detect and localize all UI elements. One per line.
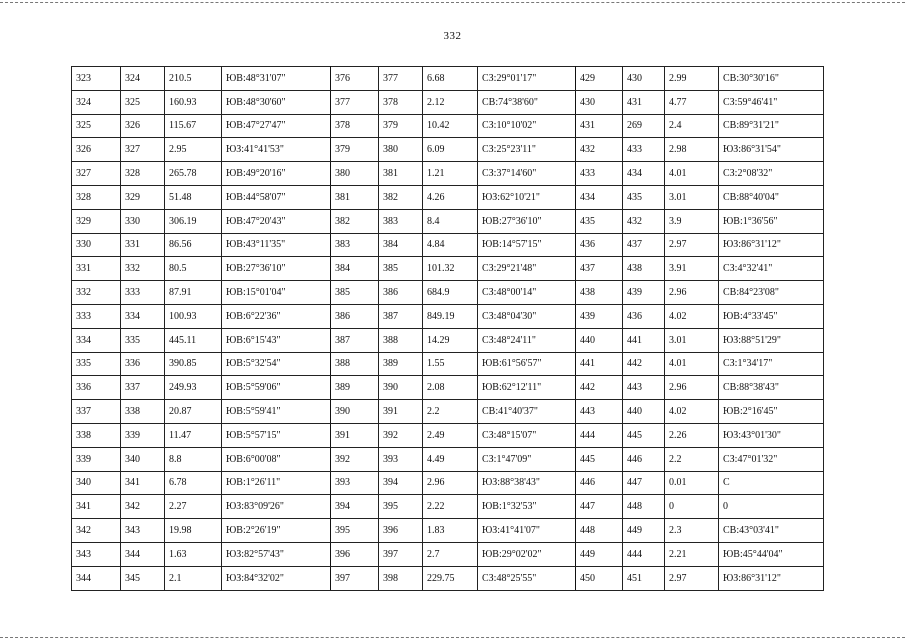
cell-bearing: СВ:88°40'04" (719, 185, 824, 209)
survey-table (71, 66, 824, 591)
cell-from-point: 385 (331, 281, 379, 305)
cell-from-point: 326 (72, 138, 121, 162)
cell-bearing: ЮЗ:88°38'43" (478, 471, 576, 495)
cell-to-point: 448 (623, 495, 665, 519)
cell-to-point: 324 (121, 67, 165, 91)
cell-bearing: СЗ:4°32'41" (719, 257, 824, 281)
cell-distance: 3.01 (665, 328, 719, 352)
cell-bearing: ЮВ:29°02'02" (478, 542, 576, 566)
cell-bearing: С (719, 471, 824, 495)
table-row (72, 281, 824, 305)
cell-from-point: 433 (576, 162, 623, 186)
cell-bearing: СВ:89°31'21" (719, 114, 824, 138)
cell-distance: 80.5 (165, 257, 222, 281)
cell-distance: 8.8 (165, 447, 222, 471)
cell-to-point: 344 (121, 542, 165, 566)
cell-from-point: 390 (331, 400, 379, 424)
cell-bearing: ЮЗ:43°01'30" (719, 423, 824, 447)
scan-bottom-edge (0, 637, 905, 638)
cell-from-point: 333 (72, 304, 121, 328)
cell-from-point: 442 (576, 376, 623, 400)
cell-from-point: 334 (72, 328, 121, 352)
cell-to-point: 338 (121, 400, 165, 424)
cell-distance: 2.97 (665, 566, 719, 590)
cell-bearing: ЮЗ:83°09'26" (222, 495, 331, 519)
cell-distance: 10.42 (423, 114, 478, 138)
cell-from-point: 378 (331, 114, 379, 138)
cell-distance: 2.2 (665, 447, 719, 471)
table-row (72, 114, 824, 138)
cell-to-point: 381 (379, 162, 423, 186)
cell-distance: 1.55 (423, 352, 478, 376)
cell-distance: 3.91 (665, 257, 719, 281)
cell-bearing: ЮВ:44°58'07" (222, 185, 331, 209)
cell-from-point: 434 (576, 185, 623, 209)
cell-from-point: 384 (331, 257, 379, 281)
cell-to-point: 443 (623, 376, 665, 400)
cell-distance: 2.4 (665, 114, 719, 138)
cell-from-point: 439 (576, 304, 623, 328)
cell-from-point: 436 (576, 233, 623, 257)
cell-distance: 3.01 (665, 185, 719, 209)
table-row (72, 233, 824, 257)
cell-distance: 4.77 (665, 90, 719, 114)
cell-from-point: 387 (331, 328, 379, 352)
cell-bearing: ЮВ:5°32'54" (222, 352, 331, 376)
cell-distance: 210.5 (165, 67, 222, 91)
cell-distance: 684.9 (423, 281, 478, 305)
cell-bearing: СЗ:2°08'32" (719, 162, 824, 186)
cell-from-point: 343 (72, 542, 121, 566)
cell-to-point: 451 (623, 566, 665, 590)
cell-from-point: 328 (72, 185, 121, 209)
cell-distance: 4.01 (665, 352, 719, 376)
cell-to-point: 446 (623, 447, 665, 471)
cell-to-point: 389 (379, 352, 423, 376)
cell-bearing: ЮВ:4°33'45" (719, 304, 824, 328)
cell-distance: 2.2 (423, 400, 478, 424)
cell-bearing: 0 (719, 495, 824, 519)
cell-to-point: 328 (121, 162, 165, 186)
cell-distance: 2.96 (423, 471, 478, 495)
cell-to-point: 390 (379, 376, 423, 400)
cell-to-point: 395 (379, 495, 423, 519)
cell-distance: 101.32 (423, 257, 478, 281)
cell-from-point: 339 (72, 447, 121, 471)
cell-to-point: 444 (623, 542, 665, 566)
table-row (72, 162, 824, 186)
cell-bearing: ЮВ:5°57'15" (222, 423, 331, 447)
cell-bearing: ЮВ:62°12'11" (478, 376, 576, 400)
table-row (72, 67, 824, 91)
table-row (72, 471, 824, 495)
cell-distance: 2.97 (665, 233, 719, 257)
cell-to-point: 340 (121, 447, 165, 471)
cell-from-point: 377 (331, 90, 379, 114)
cell-to-point: 333 (121, 281, 165, 305)
cell-to-point: 342 (121, 495, 165, 519)
cell-to-point: 385 (379, 257, 423, 281)
scan-top-edge (0, 2, 905, 3)
cell-distance: 160.93 (165, 90, 222, 114)
cell-from-point: 335 (72, 352, 121, 376)
cell-bearing: СЗ:48°00'14" (478, 281, 576, 305)
cell-to-point: 441 (623, 328, 665, 352)
cell-from-point: 380 (331, 162, 379, 186)
cell-bearing: СВ:84°23'08" (719, 281, 824, 305)
cell-distance: 4.02 (665, 400, 719, 424)
cell-bearing: ЮВ:45°44'04" (719, 542, 824, 566)
cell-bearing: ЮВ:1°36'56" (719, 209, 824, 233)
cell-bearing: СВ:43°03'41" (719, 519, 824, 543)
cell-distance: 1.21 (423, 162, 478, 186)
cell-from-point: 448 (576, 519, 623, 543)
cell-to-point: 327 (121, 138, 165, 162)
cell-to-point: 440 (623, 400, 665, 424)
table-row (72, 566, 824, 590)
table-row (72, 90, 824, 114)
cell-bearing: ЮВ:27°36'10" (478, 209, 576, 233)
table-row (72, 423, 824, 447)
cell-distance: 445.11 (165, 328, 222, 352)
table-row (72, 352, 824, 376)
cell-from-point: 327 (72, 162, 121, 186)
cell-to-point: 434 (623, 162, 665, 186)
cell-to-point: 433 (623, 138, 665, 162)
cell-bearing: СЗ:48°24'11" (478, 328, 576, 352)
cell-distance: 100.93 (165, 304, 222, 328)
cell-from-point: 337 (72, 400, 121, 424)
cell-bearing: СВ:30°30'16" (719, 67, 824, 91)
cell-distance: 6.78 (165, 471, 222, 495)
table-row (72, 138, 824, 162)
table-row (72, 185, 824, 209)
cell-from-point: 388 (331, 352, 379, 376)
cell-bearing: ЮЗ:41°41'53" (222, 138, 331, 162)
cell-bearing: ЮЗ:82°57'43" (222, 542, 331, 566)
cell-to-point: 269 (623, 114, 665, 138)
cell-distance: 11.47 (165, 423, 222, 447)
cell-bearing: ЮВ:48°31'07" (222, 67, 331, 91)
table-row (72, 257, 824, 281)
cell-from-point: 443 (576, 400, 623, 424)
cell-to-point: 343 (121, 519, 165, 543)
cell-distance: 8.4 (423, 209, 478, 233)
cell-distance: 2.21 (665, 542, 719, 566)
cell-from-point: 379 (331, 138, 379, 162)
cell-distance: 306.19 (165, 209, 222, 233)
cell-bearing: ЮВ:61°56'57" (478, 352, 576, 376)
cell-bearing: ЮВ:2°16'45" (719, 400, 824, 424)
table-row (72, 519, 824, 543)
cell-to-point: 393 (379, 447, 423, 471)
cell-distance: 0 (665, 495, 719, 519)
cell-bearing: СВ:41°40'37" (478, 400, 576, 424)
cell-distance: 19.98 (165, 519, 222, 543)
cell-to-point: 445 (623, 423, 665, 447)
cell-distance: 6.09 (423, 138, 478, 162)
cell-to-point: 331 (121, 233, 165, 257)
cell-bearing: ЮЗ:86°31'12" (719, 233, 824, 257)
cell-distance: 2.08 (423, 376, 478, 400)
cell-bearing: ЮВ:49°20'16" (222, 162, 331, 186)
cell-distance: 4.02 (665, 304, 719, 328)
cell-to-point: 391 (379, 400, 423, 424)
cell-to-point: 326 (121, 114, 165, 138)
cell-bearing: СЗ:25°23'11" (478, 138, 576, 162)
cell-from-point: 429 (576, 67, 623, 91)
cell-bearing: СЗ:47°01'32" (719, 447, 824, 471)
cell-from-point: 438 (576, 281, 623, 305)
cell-distance: 2.3 (665, 519, 719, 543)
cell-from-point: 381 (331, 185, 379, 209)
cell-distance: 229.75 (423, 566, 478, 590)
cell-from-point: 395 (331, 519, 379, 543)
cell-bearing: ЮВ:6°00'08" (222, 447, 331, 471)
cell-from-point: 336 (72, 376, 121, 400)
cell-distance: 86.56 (165, 233, 222, 257)
cell-from-point: 383 (331, 233, 379, 257)
cell-from-point: 344 (72, 566, 121, 590)
cell-distance: 4.84 (423, 233, 478, 257)
cell-distance: 2.49 (423, 423, 478, 447)
cell-bearing: ЮВ:5°59'41" (222, 400, 331, 424)
cell-to-point: 397 (379, 542, 423, 566)
cell-from-point: 382 (331, 209, 379, 233)
cell-to-point: 447 (623, 471, 665, 495)
cell-distance: 849.19 (423, 304, 478, 328)
cell-to-point: 388 (379, 328, 423, 352)
table-row (72, 209, 824, 233)
cell-from-point: 338 (72, 423, 121, 447)
cell-from-point: 323 (72, 67, 121, 91)
cell-from-point: 342 (72, 519, 121, 543)
cell-from-point: 444 (576, 423, 623, 447)
page-number: 332 (443, 30, 462, 42)
cell-from-point: 325 (72, 114, 121, 138)
cell-distance: 2.98 (665, 138, 719, 162)
cell-to-point: 432 (623, 209, 665, 233)
cell-distance: 390.85 (165, 352, 222, 376)
cell-bearing: СЗ:48°04'30" (478, 304, 576, 328)
cell-distance: 2.96 (665, 376, 719, 400)
cell-from-point: 389 (331, 376, 379, 400)
cell-from-point: 396 (331, 542, 379, 566)
cell-bearing: СЗ:59°46'41" (719, 90, 824, 114)
cell-to-point: 334 (121, 304, 165, 328)
cell-to-point: 442 (623, 352, 665, 376)
cell-to-point: 380 (379, 138, 423, 162)
cell-distance: 51.48 (165, 185, 222, 209)
cell-from-point: 441 (576, 352, 623, 376)
cell-to-point: 341 (121, 471, 165, 495)
cell-bearing: ЮВ:47°27'47" (222, 114, 331, 138)
cell-to-point: 449 (623, 519, 665, 543)
cell-from-point: 392 (331, 447, 379, 471)
cell-from-point: 329 (72, 209, 121, 233)
cell-bearing: СЗ:48°25'55" (478, 566, 576, 590)
cell-to-point: 383 (379, 209, 423, 233)
cell-from-point: 431 (576, 114, 623, 138)
cell-from-point: 440 (576, 328, 623, 352)
cell-distance: 87.91 (165, 281, 222, 305)
cell-to-point: 378 (379, 90, 423, 114)
cell-distance: 2.96 (665, 281, 719, 305)
cell-bearing: СЗ:1°34'17" (719, 352, 824, 376)
table-row (72, 304, 824, 328)
cell-distance: 1.63 (165, 542, 222, 566)
cell-from-point: 430 (576, 90, 623, 114)
cell-bearing: ЮВ:14°57'15" (478, 233, 576, 257)
cell-to-point: 387 (379, 304, 423, 328)
cell-distance: 4.49 (423, 447, 478, 471)
cell-distance: 2.99 (665, 67, 719, 91)
cell-distance: 2.95 (165, 138, 222, 162)
cell-to-point: 430 (623, 67, 665, 91)
cell-to-point: 386 (379, 281, 423, 305)
cell-to-point: 439 (623, 281, 665, 305)
cell-bearing: ЮВ:47°20'43" (222, 209, 331, 233)
cell-from-point: 393 (331, 471, 379, 495)
cell-to-point: 398 (379, 566, 423, 590)
cell-from-point: 340 (72, 471, 121, 495)
cell-from-point: 435 (576, 209, 623, 233)
cell-distance: 1.83 (423, 519, 478, 543)
cell-bearing: ЮВ:1°26'11" (222, 471, 331, 495)
cell-to-point: 436 (623, 304, 665, 328)
cell-distance: 115.67 (165, 114, 222, 138)
cell-bearing: ЮЗ:88°51'29" (719, 328, 824, 352)
cell-distance: 2.22 (423, 495, 478, 519)
cell-from-point: 331 (72, 257, 121, 281)
cell-bearing: ЮЗ:62°10'21" (478, 185, 576, 209)
survey-table-body (72, 67, 824, 591)
table-row (72, 542, 824, 566)
cell-to-point: 435 (623, 185, 665, 209)
cell-from-point: 450 (576, 566, 623, 590)
cell-to-point: 345 (121, 566, 165, 590)
cell-from-point: 445 (576, 447, 623, 471)
cell-from-point: 341 (72, 495, 121, 519)
cell-distance: 0.01 (665, 471, 719, 495)
cell-distance: 2.7 (423, 542, 478, 566)
cell-bearing: СЗ:10°10'02" (478, 114, 576, 138)
cell-bearing: СЗ:1°47'09" (478, 447, 576, 471)
cell-from-point: 386 (331, 304, 379, 328)
cell-to-point: 377 (379, 67, 423, 91)
cell-to-point: 438 (623, 257, 665, 281)
cell-from-point: 391 (331, 423, 379, 447)
table-row (72, 447, 824, 471)
cell-from-point: 394 (331, 495, 379, 519)
cell-from-point: 437 (576, 257, 623, 281)
cell-to-point: 431 (623, 90, 665, 114)
cell-to-point: 332 (121, 257, 165, 281)
cell-distance: 2.26 (665, 423, 719, 447)
cell-bearing: ЮЗ:86°31'54" (719, 138, 824, 162)
cell-bearing: ЮВ:6°15'43" (222, 328, 331, 352)
cell-bearing: ЮВ:43°11'35" (222, 233, 331, 257)
cell-to-point: 379 (379, 114, 423, 138)
cell-distance: 249.93 (165, 376, 222, 400)
cell-to-point: 384 (379, 233, 423, 257)
cell-to-point: 392 (379, 423, 423, 447)
cell-bearing: СЗ:29°21'48" (478, 257, 576, 281)
cell-distance: 2.27 (165, 495, 222, 519)
cell-from-point: 397 (331, 566, 379, 590)
cell-distance: 2.12 (423, 90, 478, 114)
cell-from-point: 432 (576, 138, 623, 162)
cell-bearing: СВ:88°38'43" (719, 376, 824, 400)
cell-to-point: 396 (379, 519, 423, 543)
cell-to-point: 325 (121, 90, 165, 114)
cell-to-point: 339 (121, 423, 165, 447)
table-row (72, 328, 824, 352)
cell-bearing: ЮВ:48°30'60" (222, 90, 331, 114)
cell-bearing: СВ:74°38'60" (478, 90, 576, 114)
cell-to-point: 382 (379, 185, 423, 209)
cell-from-point: 446 (576, 471, 623, 495)
cell-distance: 4.01 (665, 162, 719, 186)
cell-to-point: 335 (121, 328, 165, 352)
cell-from-point: 330 (72, 233, 121, 257)
cell-distance: 3.9 (665, 209, 719, 233)
cell-distance: 4.26 (423, 185, 478, 209)
cell-from-point: 447 (576, 495, 623, 519)
cell-distance: 20.87 (165, 400, 222, 424)
table-row (72, 400, 824, 424)
table-row (72, 376, 824, 400)
cell-distance: 6.68 (423, 67, 478, 91)
cell-from-point: 376 (331, 67, 379, 91)
cell-bearing: ЮВ:6°22'36" (222, 304, 331, 328)
cell-bearing: СЗ:48°15'07" (478, 423, 576, 447)
cell-from-point: 324 (72, 90, 121, 114)
cell-to-point: 330 (121, 209, 165, 233)
cell-bearing: ЮВ:2°26'19" (222, 519, 331, 543)
cell-from-point: 332 (72, 281, 121, 305)
cell-bearing: ЮВ:27°36'10" (222, 257, 331, 281)
cell-from-point: 449 (576, 542, 623, 566)
cell-to-point: 437 (623, 233, 665, 257)
cell-bearing: ЮЗ:41°41'07" (478, 519, 576, 543)
cell-to-point: 329 (121, 185, 165, 209)
cell-to-point: 394 (379, 471, 423, 495)
cell-bearing: ЮЗ:86°31'12" (719, 566, 824, 590)
cell-distance: 265.78 (165, 162, 222, 186)
cell-to-point: 336 (121, 352, 165, 376)
cell-bearing: ЮВ:15°01'04" (222, 281, 331, 305)
cell-bearing: СЗ:29°01'17" (478, 67, 576, 91)
cell-bearing: ЮВ:5°59'06" (222, 376, 331, 400)
cell-bearing: ЮЗ:84°32'02" (222, 566, 331, 590)
cell-distance: 2.1 (165, 566, 222, 590)
cell-bearing: ЮВ:1°32'53" (478, 495, 576, 519)
table-row (72, 495, 824, 519)
cell-bearing: СЗ:37°14'60" (478, 162, 576, 186)
cell-distance: 14.29 (423, 328, 478, 352)
cell-to-point: 337 (121, 376, 165, 400)
